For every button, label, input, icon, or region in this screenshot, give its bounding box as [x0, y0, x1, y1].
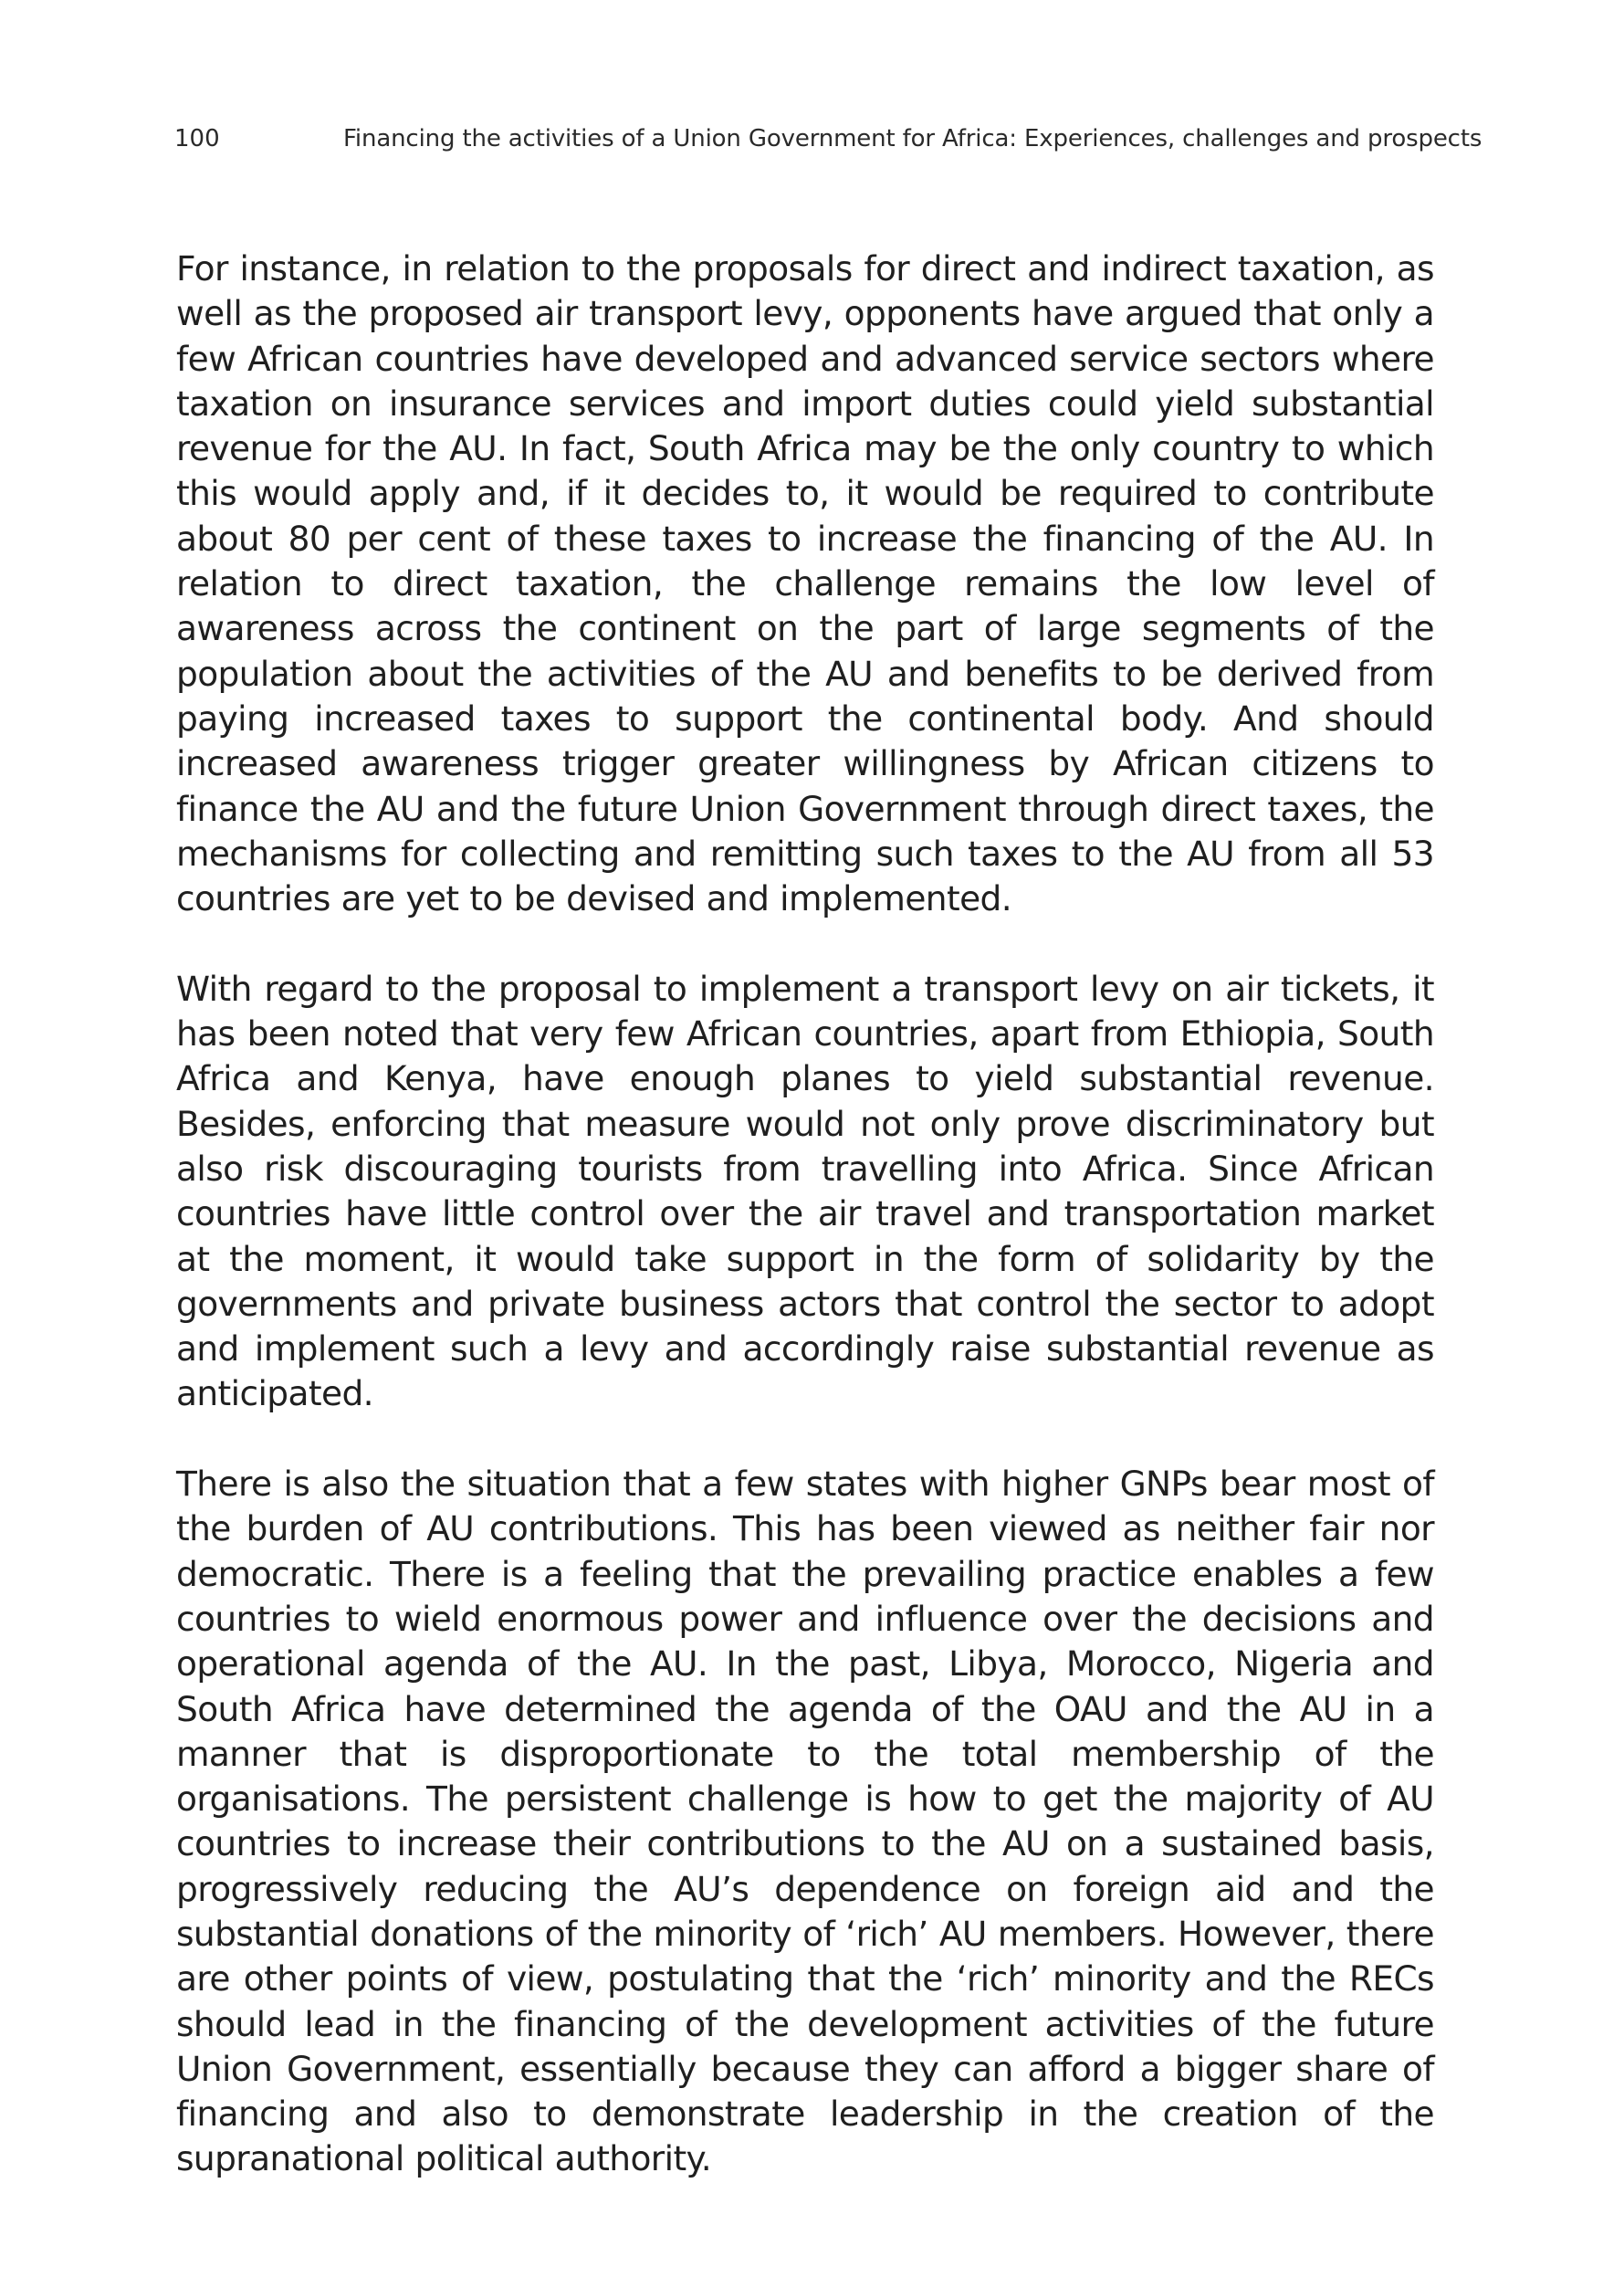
body-text: [176, 247, 1434, 2227]
running-header: [174, 121, 1483, 157]
paragraph-contribution-burden: There is also the situation that a few states with higher GNPs bear most of the burden of AU contributions. This has been viewed as neither fair nor democratic. There is a feeling that the prevailing practice enables a few countries to wield enormous power and influence over the decisions and operational agenda of the AU. In the past, Libya, Morocco, Nigeria and South Africa have determined the agenda of the OAU and the AU in a manner that is disproportionate to the total membership of the organisations. The persistent challenge is how to get the majority of AU countries to increase their contributions to the AU on a sustained basis, progressively reducing the AU’s dependence on foreign aid and the substantial donations of the minority of ‘rich’ AU members. However, there are other points of view, postulating that the ‘rich’ minority and the RECs should lead in the financing of the development activities of the future Union Government, essentially because they can afford a bigger share of financing and also to demonstrate leadership in the creation of the supranational political authority.: [176, 1464, 1434, 2179]
paragraph-taxation: For instance, in relation to the proposals for direct and indirect taxation, as well as the proposed air transport levy, opponents have argued that only a few African countries have developed and advanced service sectors where taxation on insurance services and import duties could yield substantial revenue for the AU. In fact, South Africa may be the only country to which this would apply and, if it decides to, it would be required to contribute about 80 per cent of these taxes to increase the financing of the AU. In relation to direct taxation, the challenge remains the low level of awareness across the continent on the part of large segments of the population about the activities of the AU and benefits to be derived from paying increased taxes to support the continental body. And should increased awareness trigger greater willingness by African citizens to finance the AU and the future Union Government through direct taxes, the mechanisms for collecting and remitting such taxes to the AU from all 53 countries are yet to be devised and implemented.: [176, 248, 1434, 919]
running-title: Financing the activities of a Union Government for Africa: Experiences, challenges and prospects: [343, 125, 1483, 152]
paragraph-air-transport-levy: With regard to the proposal to implement a transport levy on air tickets, it has been noted that very few African countries, apart from Ethiopia, South Africa and Kenya, have enough planes to yield substantial revenue. Besides, enforcing that measure would not only prove discriminatory but also risk discouraging tourists from travelling into Africa. Since African countries have little control over the air travel and transportation market at the moment, it would take support in the form of solidarity by the governments and private business actors that control the sector to adopt and implement such a levy and accordingly raise substantial revenue as anticipated.: [176, 968, 1434, 1414]
page-number: 100: [174, 125, 220, 152]
